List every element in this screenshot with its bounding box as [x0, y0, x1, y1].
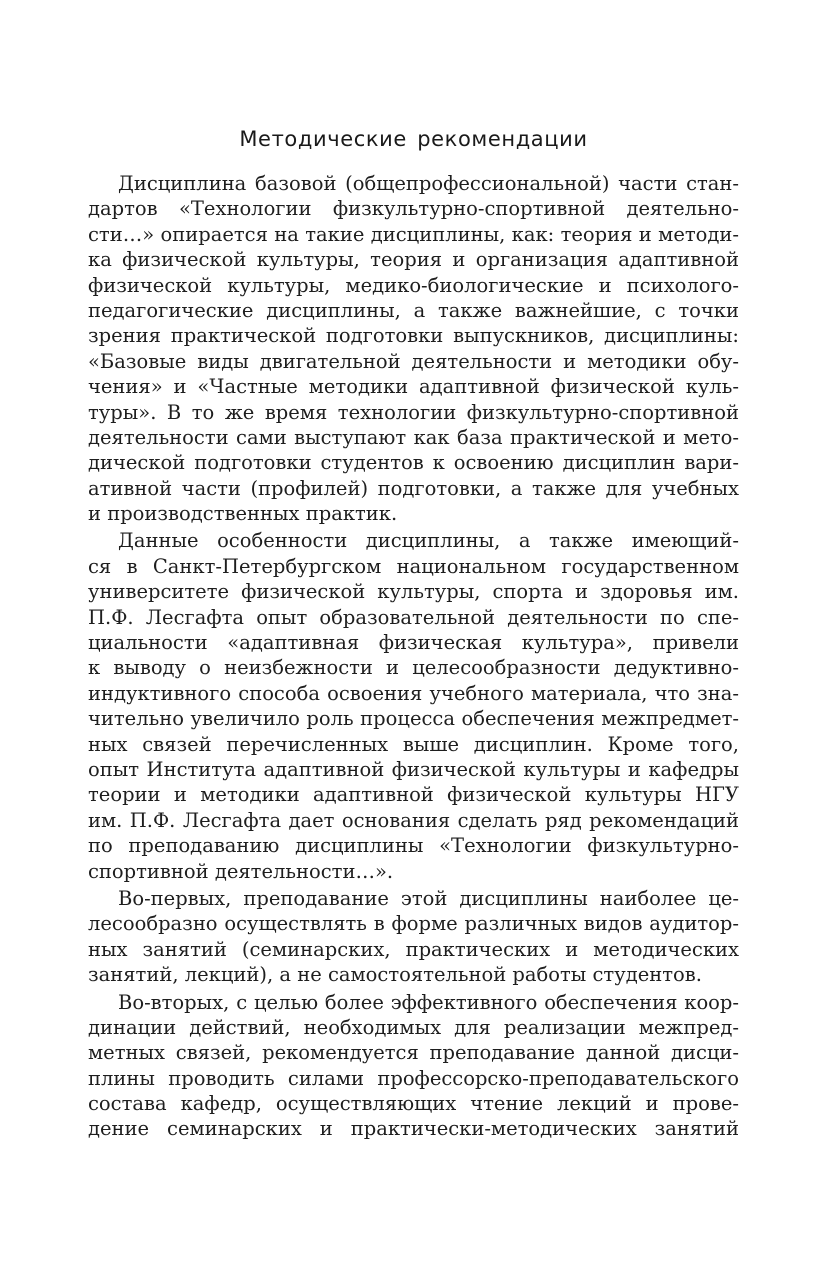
paragraph: [88, 528, 739, 883]
text-line: теории и методики адаптивной физической культуры НГУ: [88, 783, 739, 807]
text-line: Дисциплина базовой (общепрофессиональной) части стан-: [118, 172, 739, 195]
text-line: ся в Санкт-Петербургском национальном государственном: [88, 554, 739, 578]
text-line: ных занятий (семинарских, практических и методических: [88, 937, 739, 961]
text-line: чения» и «Частные методики адаптивной физической куль-: [88, 375, 739, 399]
text-line: дартов «Технологии физкультурно-спортивной деятельно-: [88, 197, 739, 221]
text-line: Во-первых, преподавание этой дисциплины наиболее це-: [118, 886, 739, 910]
text-line: ка физической культуры, теория и организация адаптивной: [88, 248, 739, 272]
text-line: деятельности сами выступают как база практической и мето-: [88, 425, 739, 449]
text-line: туры». В то же время технологии физкультурно-спортивной: [88, 400, 739, 424]
text-line: Данные особенности дисциплины, а также имеющий-: [118, 529, 739, 553]
text-line: педагогические дисциплины, а также важнейшие, с точки: [88, 298, 739, 322]
text-line: сти…» опирается на такие дисциплины, как: теория и методи-: [88, 222, 739, 246]
text-line: плины проводить силами профессорско-преподавательского: [88, 1066, 739, 1090]
text-line: зрения практической подготовки выпускников, дисциплины:: [88, 324, 739, 348]
text-line: физической культуры, медико-биологические и психолого-: [88, 273, 739, 297]
text-line: циальности «адаптивная физическая культура», привели: [88, 631, 739, 655]
text-line: лесообразно осуществлять в форме различных видов аудитор-: [88, 912, 739, 936]
paragraph: [88, 171, 739, 526]
text-line: индуктивного способа освоения учебного материала, что зна-: [88, 681, 739, 705]
text-line: Во-вторых, с целью более эффективного обеспечения коор-: [118, 990, 739, 1014]
text-line: занятий, лекций), а не самостоятельной работы студентов.: [88, 963, 702, 987]
paragraph: [88, 886, 739, 988]
text-line: метных связей, рекомендуется преподавание данной дисци-: [88, 1041, 739, 1065]
text-line: ативной части (профилей) подготовки, а также для учебных: [88, 476, 739, 500]
text-line: дической подготовки студентов к освоению дисциплин вари-: [88, 451, 739, 475]
text-line: опыт Института адаптивной физической культуры и кафедры: [88, 757, 739, 781]
text-line: ных связей перечисленных выше дисциплин. Кроме того,: [88, 732, 739, 756]
body-text: [88, 171, 739, 1142]
text-line: и производственных практик.: [88, 502, 398, 526]
text-line: чительно увеличило роль процесса обеспечения межпредмет-: [88, 707, 739, 731]
text-line: «Базовые виды двигательной деятельности и методики обу-: [88, 349, 739, 373]
text-line: динации действий, необходимых для реализации межпред-: [88, 1015, 739, 1039]
text-line: по преподаванию дисциплины «Технологии физкультурно-: [88, 834, 739, 858]
text-line: спортивной деятельности…».: [88, 859, 394, 883]
text-line: университете физической культуры, спорта и здоровья им.: [88, 580, 739, 604]
paragraph: [88, 990, 739, 1142]
text-line: к выводу о неизбежности и целесообразности дедуктивно-: [88, 656, 739, 680]
text-line: состава кафедр, осуществляющих чтение лекций и прове-: [88, 1092, 739, 1116]
section-title: Методические рекомендации: [239, 127, 588, 151]
text-line: П.Ф. Лесгафта опыт образовательной деятельности по спе-: [88, 605, 739, 629]
text-line: дение семинарских и практически-методических занятий: [88, 1117, 739, 1141]
text-line: им. П.Ф. Лесгафта дает основания сделать ряд рекомендаций: [88, 808, 739, 832]
